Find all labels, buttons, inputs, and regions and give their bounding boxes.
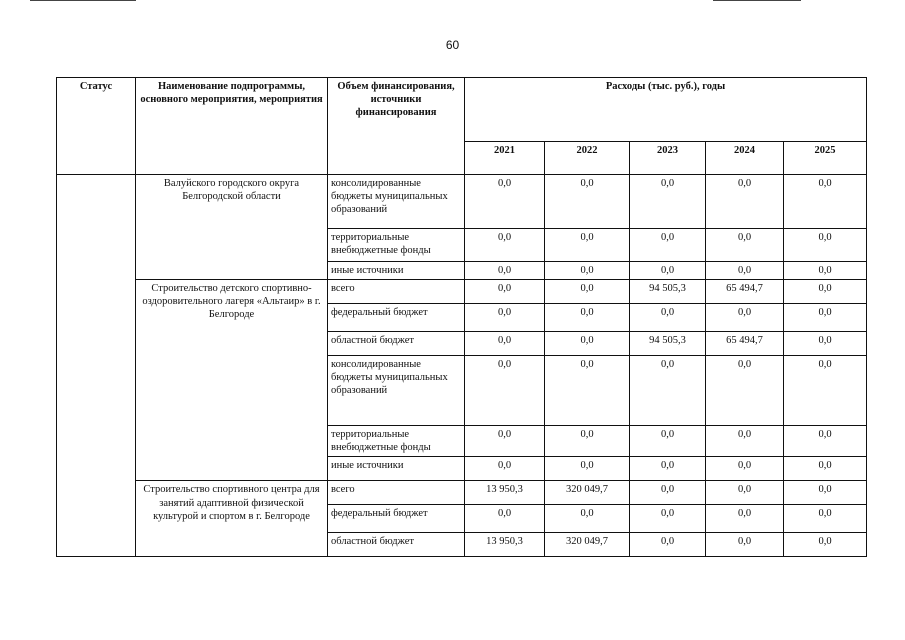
expense-value: 0,0 — [784, 533, 867, 557]
header-year: 2022 — [545, 142, 630, 175]
expense-value: 0,0 — [784, 481, 867, 505]
expense-value: 0,0 — [630, 481, 706, 505]
expense-value: 0,0 — [706, 262, 784, 280]
expense-value: 0,0 — [465, 426, 545, 457]
funding-source: федеральный бюджет — [328, 304, 465, 332]
expense-value: 0,0 — [465, 280, 545, 304]
header-year: 2024 — [706, 142, 784, 175]
expense-value: 0,0 — [465, 262, 545, 280]
funding-source: консолидированные бюджеты муниципальных образований — [328, 175, 465, 229]
header-year: 2025 — [784, 142, 867, 175]
expense-value: 0,0 — [465, 304, 545, 332]
funding-source: федеральный бюджет — [328, 505, 465, 533]
table-row — [57, 280, 867, 304]
expense-value: 320 049,7 — [545, 533, 630, 557]
header-name: Наименование подпрограммы, основного мероприятия, мероприятия — [136, 78, 328, 175]
expense-value: 0,0 — [706, 481, 784, 505]
funding-source: иные источники — [328, 457, 465, 481]
top-rule-left — [30, 0, 136, 1]
expense-value: 0,0 — [630, 533, 706, 557]
expense-value: 0,0 — [545, 280, 630, 304]
expense-value: 94 505,3 — [630, 280, 706, 304]
expense-value: 0,0 — [784, 457, 867, 481]
expense-value: 13 950,3 — [465, 533, 545, 557]
expense-value: 65 494,7 — [706, 332, 784, 356]
expense-value: 0,0 — [465, 229, 545, 262]
expense-value: 0,0 — [465, 332, 545, 356]
expense-value: 0,0 — [784, 426, 867, 457]
expense-value: 0,0 — [630, 505, 706, 533]
expense-value: 0,0 — [545, 426, 630, 457]
header-year: 2021 — [465, 142, 545, 175]
expense-value: 0,0 — [784, 262, 867, 280]
expense-value: 0,0 — [784, 505, 867, 533]
expense-value: 0,0 — [784, 280, 867, 304]
table-row — [57, 481, 867, 505]
status-cell — [57, 175, 136, 557]
funding-source: областной бюджет — [328, 332, 465, 356]
expense-value: 0,0 — [630, 262, 706, 280]
expense-value: 0,0 — [545, 175, 630, 229]
budget-table — [56, 77, 867, 557]
expense-value: 0,0 — [630, 457, 706, 481]
table-row — [57, 175, 867, 229]
expense-value: 0,0 — [706, 304, 784, 332]
expense-value: 0,0 — [706, 426, 784, 457]
header-status: Статус — [57, 78, 136, 175]
funding-source: всего — [328, 280, 465, 304]
expense-value: 0,0 — [465, 457, 545, 481]
expense-value: 0,0 — [630, 426, 706, 457]
expense-value: 0,0 — [784, 229, 867, 262]
page-number: 60 — [445, 38, 460, 52]
funding-source: областной бюджет — [328, 533, 465, 557]
expense-value: 0,0 — [706, 533, 784, 557]
expense-value: 0,0 — [465, 175, 545, 229]
expense-value: 0,0 — [545, 505, 630, 533]
funding-source: территориальные внебюджетные фонды — [328, 426, 465, 457]
measure-name: Строительство детского спортивно-оздоровительного лагеря «Альтаир» в г. Белгороде — [136, 280, 328, 481]
top-rule-right — [713, 0, 801, 1]
expense-value: 94 505,3 — [630, 332, 706, 356]
expense-value: 0,0 — [465, 505, 545, 533]
funding-source: консолидированные бюджеты муниципальных образований — [328, 356, 465, 426]
expense-value: 0,0 — [784, 356, 867, 426]
expense-value: 0,0 — [706, 505, 784, 533]
expense-value: 0,0 — [630, 356, 706, 426]
measure-name: Строительство спортивного центра для занятий адаптивной физической культурой и спортом в г. Белгороде — [136, 481, 328, 557]
expense-value: 0,0 — [706, 457, 784, 481]
expense-value: 0,0 — [545, 262, 630, 280]
funding-source: всего — [328, 481, 465, 505]
expense-value: 0,0 — [784, 175, 867, 229]
expense-value: 0,0 — [545, 332, 630, 356]
expense-value: 0,0 — [630, 175, 706, 229]
header-expenses: Расходы (тыс. руб.), годы — [465, 78, 867, 142]
funding-source: территориальные внебюджетные фонды — [328, 229, 465, 262]
expense-value: 0,0 — [465, 356, 545, 426]
expense-value: 0,0 — [545, 304, 630, 332]
expense-value: 0,0 — [545, 356, 630, 426]
expense-value: 0,0 — [784, 332, 867, 356]
expense-value: 0,0 — [545, 229, 630, 262]
expense-value: 13 950,3 — [465, 481, 545, 505]
expense-value: 65 494,7 — [706, 280, 784, 304]
expense-value: 0,0 — [706, 356, 784, 426]
funding-source: иные источники — [328, 262, 465, 280]
expense-value: 0,0 — [545, 457, 630, 481]
expense-value: 0,0 — [784, 304, 867, 332]
header-volume: Объем финансирования, источники финансирования — [328, 78, 465, 175]
header-year: 2023 — [630, 142, 706, 175]
expense-value: 0,0 — [706, 229, 784, 262]
expense-value: 0,0 — [706, 175, 784, 229]
expense-value: 0,0 — [630, 304, 706, 332]
budget-table-body — [57, 175, 867, 557]
expense-value: 320 049,7 — [545, 481, 630, 505]
expense-value: 0,0 — [630, 229, 706, 262]
measure-name: Валуйского городского округа Белгородской области — [136, 175, 328, 280]
